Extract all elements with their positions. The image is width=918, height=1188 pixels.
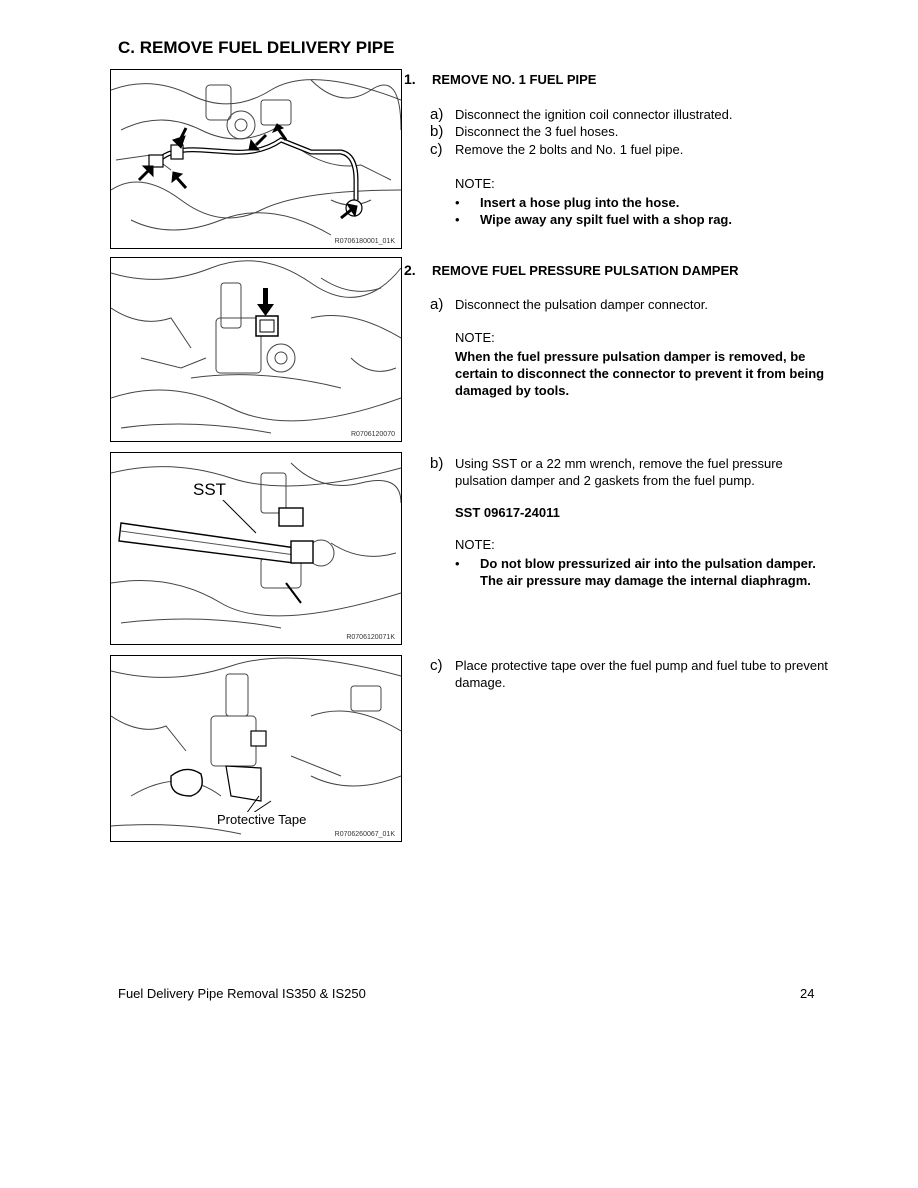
figure-pulsation-damper-connector <box>110 257 402 442</box>
step-1-sub-c: c) Remove the 2 bolts and No. 1 fuel pipe. <box>430 141 684 158</box>
step-title: REMOVE NO. 1 FUEL PIPE <box>432 72 597 87</box>
figure-protective-tape <box>110 655 402 842</box>
note-bullet: • Do not blow pressurized air into the pulsation damper. The air pressure may damage the internal diaphragm. <box>455 555 835 589</box>
step-2-heading <box>404 262 739 278</box>
note-label: NOTE: <box>455 330 495 345</box>
step-2-sub-b: b) Using SST or a 22 mm wrench, remove the fuel pressure pulsation damper and 2 gaskets from the fuel pump. <box>430 455 783 488</box>
step-2-note-a <box>455 329 835 399</box>
note-text: When the fuel pressure pulsation damper is removed, be certain to disconnect the connector to prevent it from being damaged by tools. <box>455 349 825 398</box>
step-1-note <box>455 175 835 228</box>
figure-code: R0706120070 <box>351 431 395 438</box>
step-1-sub-b: b) Disconnect the 3 fuel hoses. <box>430 123 619 140</box>
figure-code: R0706180001_01K <box>334 238 395 245</box>
figure-fuel-pipe <box>110 69 402 249</box>
sst-number: SST 09617-24011 <box>455 505 560 520</box>
engine-illustration-3 <box>111 453 401 644</box>
footer-title: Fuel Delivery Pipe Removal IS350 & IS250 <box>118 986 366 1001</box>
figure-code: R0706120071K <box>346 634 395 641</box>
note-label: NOTE: <box>455 537 495 552</box>
note-bullet: • Insert a hose plug into the hose. <box>455 194 835 211</box>
sst-callout: SST <box>193 480 227 499</box>
step-number: 2. <box>404 262 416 278</box>
step-2-sub-c: c) Place protective tape over the fuel pump and fuel tube to prevent damage. <box>430 657 828 690</box>
step-title: REMOVE FUEL PRESSURE PULSATION DAMPER <box>432 263 739 278</box>
step-2-sub-a: a) Disconnect the pulsation damper connector. <box>430 296 708 313</box>
figure-code: R0706260067_01K <box>334 831 395 838</box>
note-bullet: • Wipe away any spilt fuel with a shop rag. <box>455 211 835 228</box>
step-1-sub-a: a) Disconnect the ignition coil connector illustrated. <box>430 106 733 123</box>
section-title: C. REMOVE FUEL DELIVERY PIPE <box>118 38 395 57</box>
step-1-heading <box>404 71 596 87</box>
figure-sst-removal <box>110 452 402 645</box>
step-2-note-b <box>455 536 835 589</box>
page-number: 24 <box>800 986 815 1001</box>
step-number: 1. <box>404 71 416 87</box>
protective-tape-callout: Protective Tape <box>217 812 307 827</box>
engine-illustration-2 <box>111 258 401 441</box>
note-label: NOTE: <box>455 176 495 191</box>
engine-illustration-1 <box>111 70 401 248</box>
